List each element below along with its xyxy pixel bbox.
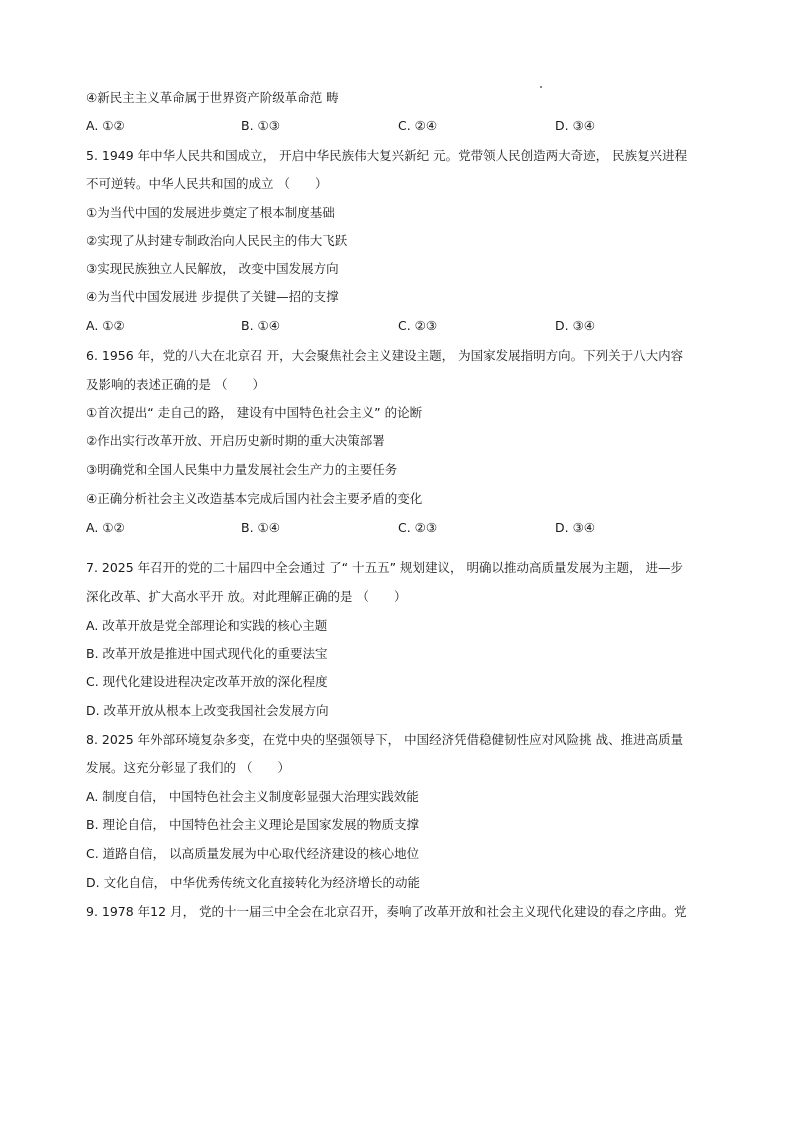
q6-stem-line1: 6. 1956 年，党的八大在北京召 开，大会聚焦社会主义建设主题， 为国家发展指明方向。下列关于八大内容 <box>86 348 684 363</box>
q6-statement-3: ③明确党和全国人民集中力量发展社会生产力的主要任务 <box>86 462 398 477</box>
q5-statement-2: ②实现了从封建专制政治向人民民主的伟大飞跃 <box>86 233 348 248</box>
q5-option-c[interactable]: C. ②③ <box>398 318 438 333</box>
q5-statement-3: ③实现民族独立人民解放， 改变中国发展方向 <box>86 261 339 276</box>
q5-statement-1: ①为当代中国的发展进步奠定了根本制度基础 <box>86 205 335 220</box>
q4-option-b[interactable]: B. ①③ <box>241 118 280 133</box>
q4-options <box>86 117 726 135</box>
q5-option-b[interactable]: B. ①④ <box>241 318 280 333</box>
q5-stem-line2: 不可逆转。中华人民共和国的成立 （ ） <box>86 176 328 191</box>
q4-option-c[interactable]: C. ②④ <box>398 118 438 133</box>
q6-statement-1: ①首次提出“ 走自己的路， 建设有中国特色社会主义” 的论断 <box>86 405 423 420</box>
q7-option-a[interactable]: A. 改革开放是党全部理论和实践的核心主题 <box>86 618 328 633</box>
q6-option-a[interactable]: A. ①② <box>86 520 125 535</box>
q6-statement-2: ②作出实行改革开放、开启历史新时期的重大决策部署 <box>86 433 385 448</box>
q7-option-c[interactable]: C. 现代化建设进程决定改革开放的深化程度 <box>86 674 328 689</box>
q7-option-b[interactable]: B. 改革开放是推进中国式现代化的重要法宝 <box>86 646 328 661</box>
q8-option-d[interactable]: D. 文化自信， 中华优秀传统文化直接转化为经济增长的动能 <box>86 875 421 890</box>
q6-statement-4: ④正确分析社会主义改造基本完成后国内社会主要矛盾的变化 <box>86 491 423 506</box>
q6-option-d[interactable]: D. ③④ <box>555 520 595 535</box>
q9-stem-line1: 9. 1978 年12 月， 党的十一届三中全会在北京召开，奏响了改革开放和社会主义现代化建设的春之序曲。党 <box>86 904 687 919</box>
q8-option-b[interactable]: B. 理论自信， 中国特色社会主义理论是国家发展的物质支撑 <box>86 817 419 832</box>
q5-statement-4: ④为当代中国发展进 步提供了关键—招的支撑 <box>86 289 339 304</box>
q5-stem-line1: 5. 1949 年中华人民共和国成立， 开启中华民族伟大复兴新纪 元。党带领人民创造两大奇迹， 民族复兴进程 <box>86 148 688 163</box>
q5-option-d[interactable]: D. ③④ <box>555 318 595 333</box>
q8-stem-line2: 发展。这充分彰显了我们的 （ ） <box>86 760 290 775</box>
q6-option-b[interactable]: B. ①④ <box>241 520 280 535</box>
q4-statement-4: ④新民主主义革命属于世界资产阶级革命范 畴 <box>86 90 339 105</box>
q8-stem-line1: 8. 2025 年外部环境复杂多变，在党中央的坚强领导下， 中国经济凭借稳健韧性应对风险挑 战、推进高质量 <box>86 732 684 747</box>
q6-stem-line2: 及影响的表述正确的是 （ ） <box>86 377 265 392</box>
q4-option-a[interactable]: A. ①② <box>86 118 125 133</box>
q6-options <box>86 519 726 537</box>
q7-stem-line1: 7. 2025 年召开的党的二十届四中全会通过 了“ 十五五” 规划建议， 明确以推动高质量发展为主题， 进—步 <box>86 560 684 575</box>
stray-dot <box>540 86 542 88</box>
q7-option-d[interactable]: D. 改革开放从根本上改变我国社会发展方向 <box>86 703 329 718</box>
q8-option-a[interactable]: A. 制度自信， 中国特色社会主义制度彰显强大治理实践效能 <box>86 789 419 804</box>
q4-option-d[interactable]: D. ③④ <box>555 118 595 133</box>
q5-options <box>86 317 726 335</box>
q8-option-c[interactable]: C. 道路自信， 以高质量发展为中心取代经济建设的核心地位 <box>86 846 420 861</box>
q5-option-a[interactable]: A. ①② <box>86 318 125 333</box>
q7-stem-line2: 深化改革、扩大高水平开 放。对此理解正确的是 （ ） <box>86 589 407 604</box>
q6-option-c[interactable]: C. ②③ <box>398 520 438 535</box>
